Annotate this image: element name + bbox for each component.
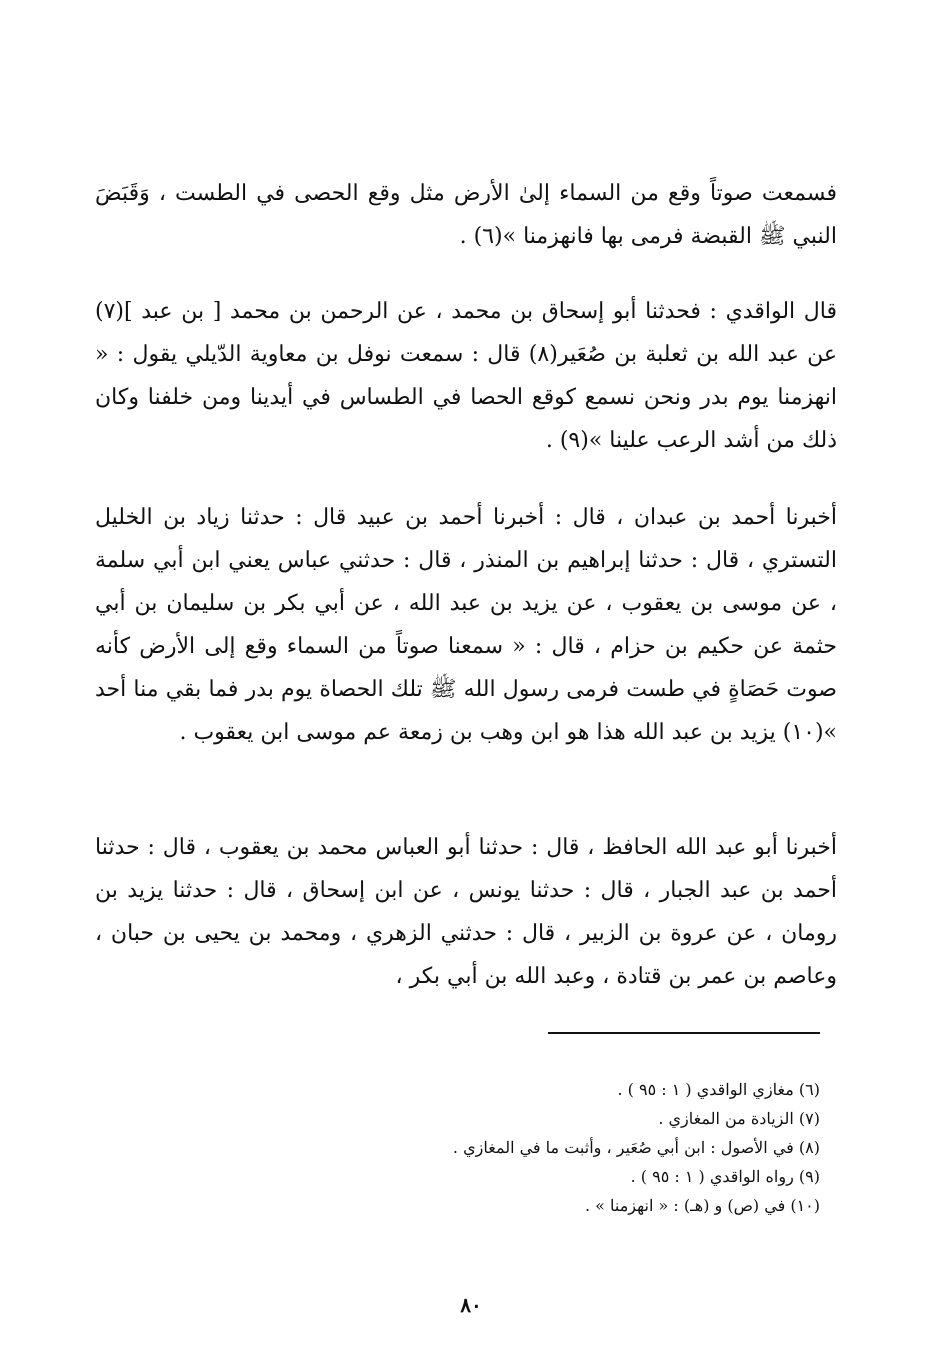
paragraph-text: قال الواقدي : فحدثنا أبو إسحاق بن محمد ، عن الرحمن بن محمد [ بن عبد ](٧) عن عبد الله بن ثعلبة بن صُعَير(٨) قال : سمعت نوفل بن معاوية الدّيلي يقول : « انهزمنا يوم بدر ونحن نسمع كوقع الحصا في الطساس في أيدينا ومن خلفنا وكان ذلك من أشد الرعب علينا »(٩) . — [95, 299, 838, 453]
footnote-separator — [548, 1032, 820, 1034]
footnote-item: (٩) رواه الواقدي ( ١ : ٩٥ ) . — [630, 1167, 820, 1186]
footnotes-list — [200, 1075, 820, 1220]
body-paragraph — [95, 496, 837, 754]
paragraph-text: أخبرنا أحمد بن عبدان ، قال : أخبرنا أحمد بن عبيد قال : حدثنا زياد بن الخليل التستري ، قال : حدثنا إبراهيم بن المنذر ، قال : حدثني عباس يعني ابن أبي سلمة ، عن موسى بن يعقوب ، عن يزيد بن عبد الله ، عن أبي بكر بن سليمان بن أبي حثمة عن حكيم بن حزام ، قال : « سمعنا صوتاً من السماء وقع إلى الأرض كأنه صوت حَصَاةٍ في طست فرمى رسول الله ﷺ تلك الحصاة يوم بدر فما بقي منا أحد »(١٠) يزيد بن عبد الله هذا هو ابن وهب بن زمعة عم موسى ابن يعقوب . — [95, 505, 837, 745]
body-paragraph — [95, 172, 837, 258]
body-paragraph — [95, 290, 837, 462]
paragraph-text: فسمعت صوتاً وقع من السماء إلىٰ الأرض مثل وقع الحصى في الطست ، وَقَبَضَ النبي ﷺ القبضة فرمى بها فانهزمنا »(٦) . — [95, 181, 837, 249]
footnote-item: (٧) الزيادة من المغازي . — [658, 1109, 820, 1128]
paragraph-text: أخبرنا أبو عبد الله الحافظ ، قال : حدثنا أبو العباس محمد بن يعقوب ، قال : حدثنا أحمد بن عبد الجبار ، قال : حدثنا يونس ، عن ابن إسحاق ، قال : حدثنا يزيد بن رومان ، عن عروة بن الزبير ، قال : حدثني الزهري ، ومحمد بن يحيى بن حبان ، وعاصم بن عمر بن قتادة ، وعبد الله بن أبي بكر ، — [95, 835, 837, 989]
footnote-item: (٨) في الأصول : ابن أبي صُعَير ، وأثبت ما في المغازي . — [452, 1138, 820, 1157]
page-number: ٨٠ — [460, 1293, 482, 1317]
footnote-item: (١٠) في (ص) و (هـ) : « انهزمنا » . — [584, 1196, 820, 1215]
footnote-item: (٦) مغازي الواقدي ( ١ : ٩٥ ) . — [617, 1080, 820, 1099]
body-paragraph — [95, 826, 837, 998]
